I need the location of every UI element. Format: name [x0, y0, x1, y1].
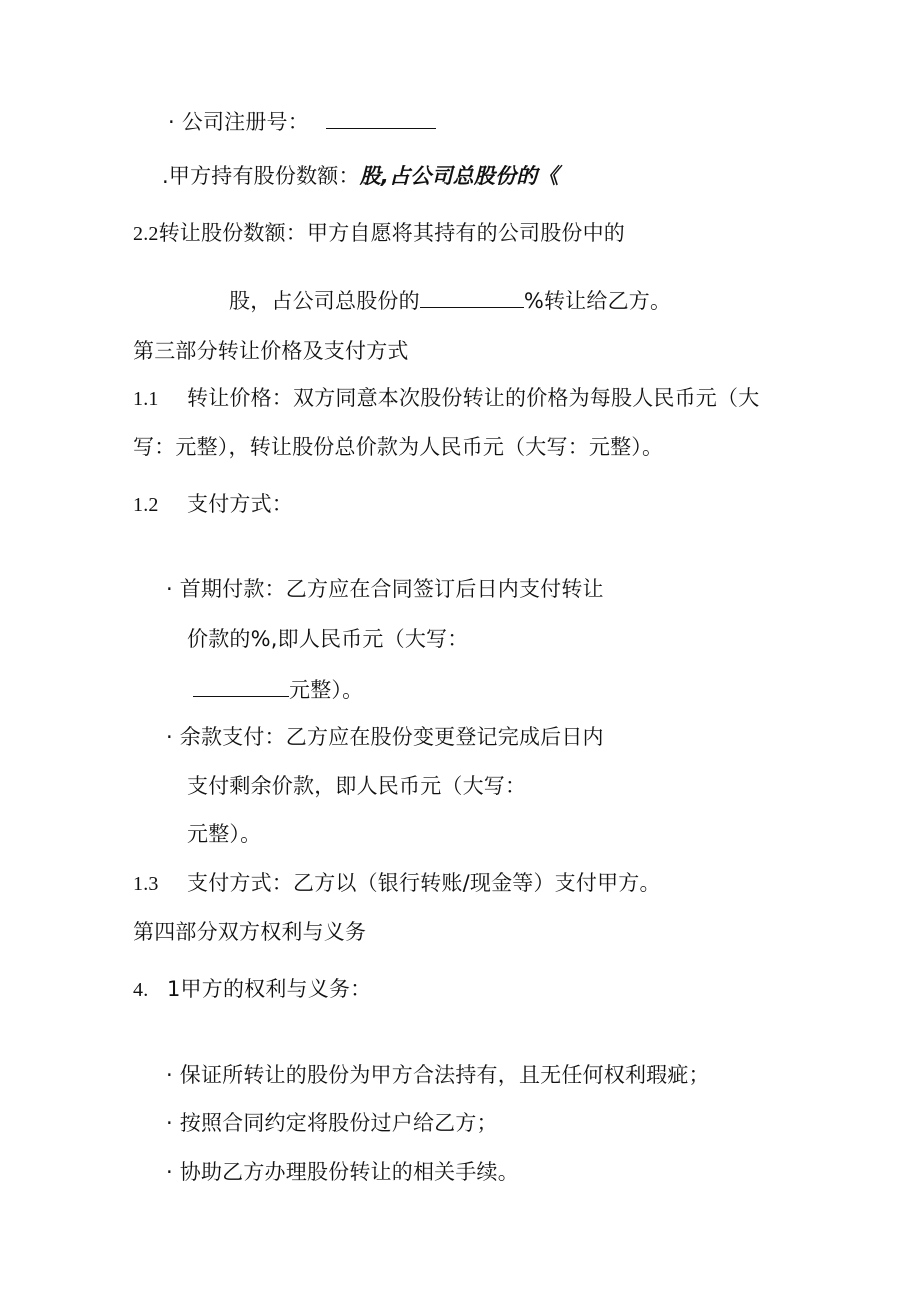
- section-4-1-number: 4.: [133, 979, 149, 1001]
- registration-label: · 公司注册号：: [168, 110, 309, 134]
- section-2-2-line: [133, 218, 625, 249]
- section-1-3-line: [133, 868, 661, 899]
- first-payment-line-2: 价款的%,即人民币元（大写：: [187, 627, 469, 651]
- section-1-3-text: 支付方式：乙方以（银行转账/现金等）支付甲方。: [187, 871, 661, 895]
- shares-held-emphasis: 股,占公司总股份的《: [359, 164, 559, 188]
- section-1-2-line: [133, 489, 293, 520]
- first-payment-line-3-text: 元整）。: [289, 678, 364, 702]
- duty-item-1: · 保证所转让的股份为甲方合法持有，且无任何权利瑕疵；: [166, 1063, 710, 1087]
- section-1-1-number: 1.1: [133, 388, 159, 410]
- section-1-3-number: 1.3: [133, 873, 159, 895]
- duty-item-3: · 协助乙方办理股份转让的相关手续。: [166, 1160, 519, 1184]
- first-payment-line-3: [193, 674, 363, 705]
- section-1-2-number: 1.2: [133, 494, 159, 516]
- section-4-1-text: 1甲方的权利与义务：: [167, 977, 372, 1001]
- registration-blank: [326, 106, 436, 129]
- balance-line-1: · 余款支付：乙方应在股份变更登记完成后日内: [166, 725, 604, 749]
- duty-item-2: · 按照合同约定将股份过户给乙方；: [166, 1111, 498, 1135]
- section-1-2-text: 支付方式：: [187, 492, 293, 516]
- balance-line-2: 支付剩余价款，即人民币元（大写：: [187, 774, 527, 798]
- part-3-title: 第三部分转让价格及支付方式: [133, 339, 409, 363]
- balance-line-3: 元整）。: [187, 822, 262, 846]
- part-4-title: 第四部分双方权利与义务: [133, 920, 367, 944]
- percent-blank: [420, 285, 524, 308]
- company-registration-line: [168, 106, 436, 137]
- shares-held-prefix: .甲方持有股份数额：: [162, 164, 360, 188]
- section-2-2-continuation: [229, 285, 671, 316]
- section-4-1-line: [133, 974, 371, 1005]
- section-2-2-number: 2.2: [133, 223, 159, 245]
- section-1-1-continuation: 写：元整），转让股份总价款为人民币元（大写：元整）。: [133, 435, 664, 459]
- shares-held-line: [162, 161, 559, 191]
- section-2-2-cont-b: %转让给乙方。: [523, 289, 672, 313]
- section-1-1-line: [133, 383, 759, 414]
- amount-in-words-blank: [193, 674, 289, 697]
- section-1-1-text: 转让价格：双方同意本次股份转让的价格为每股人民币元（大: [187, 386, 760, 410]
- first-payment-line-1: · 首期付款：乙方应在合同签订后日内支付转让: [166, 577, 604, 601]
- section-2-2-cont-a: 股，占公司总股份的: [229, 289, 420, 313]
- section-2-2-text: 转让股份数额：甲方自愿将其持有的公司股份中的: [158, 221, 626, 245]
